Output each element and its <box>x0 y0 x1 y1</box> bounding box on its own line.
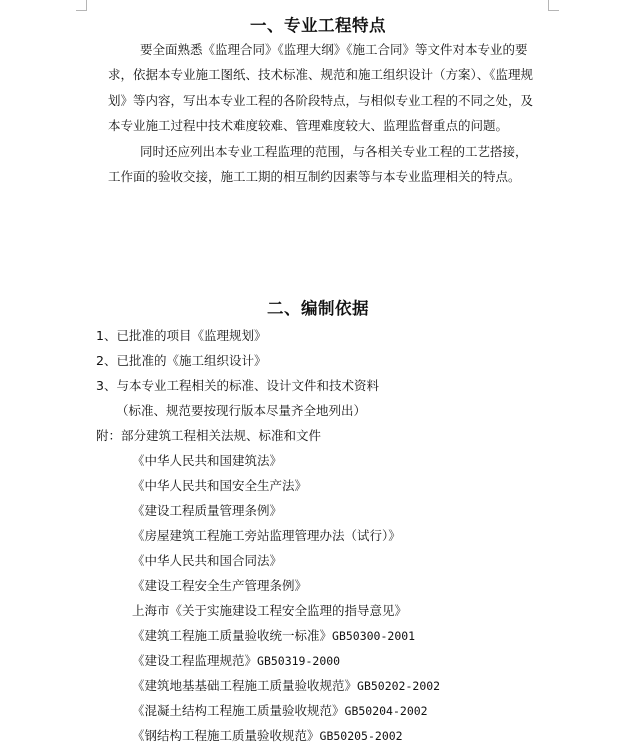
doc-item-11: 《混凝土结构工程施工质量验收规范》GB50204-2002 <box>132 703 428 718</box>
doc-item-4: 《房屋建筑工程施工旁站监理管理办法（试行）》 <box>132 528 401 543</box>
doc-item-8: 《建筑工程施工质量验收统一标准》GB50300-2001 <box>132 628 416 643</box>
doc-code-10: GB50202-2002 <box>357 679 441 693</box>
doc-code-8: GB50300-2001 <box>332 629 416 643</box>
doc-item-5: 《中华人民共和国合同法》 <box>132 553 283 568</box>
section1-para1-line1: 要全面熟悉《监理合同》《监理大纲》《施工合同》等文件对本专业的要 <box>140 42 528 57</box>
doc-item-3: 《建设工程质量管理条例》 <box>132 503 283 518</box>
basis-note: （标准、规范要按现行版本尽量齐全地列出） <box>116 403 367 418</box>
basis-item-2: 2、已批准的《施工组织设计》 <box>96 353 267 368</box>
section2-title: 二、编制依据 <box>267 299 369 318</box>
section1-para2-line1: 同时还应列出本专业工程监理的范围，与各相关专业工程的工艺搭接， <box>140 144 528 159</box>
doc-item-10: 《建筑地基基础工程施工质量验收规范》GB50202-2002 <box>132 678 441 693</box>
doc-item-9: 《建设工程监理规范》GB50319-2000 <box>132 653 341 668</box>
doc-code-11: GB50204-2002 <box>344 704 428 718</box>
doc-item-1: 《中华人民共和国建筑法》 <box>132 453 283 468</box>
page-corner-mark-left <box>76 0 87 11</box>
section1-para1-line4: 本专业施工过程中技术难度较难、管理难度较大、监理监督重点的问题。 <box>108 118 509 133</box>
doc-code-12: GB50205-2002 <box>319 729 403 743</box>
basis-item-3: 3、与本专业工程相关的标准、设计文件和技术资料 <box>96 378 379 393</box>
basis-item-1: 1、已批准的项目《监理规划》 <box>96 328 267 343</box>
doc-item-12: 《钢结构工程施工质量验收规范》GB50205-2002 <box>132 728 403 743</box>
section1-para1-line3: 划》等内容，写出本专业工程的各阶段特点，与相似专业工程的不同之处，及 <box>108 93 534 108</box>
doc-item-7: 上海市《关于实施建设工程安全监理的指导意见》 <box>132 603 408 618</box>
section1-title: 一、专业工程特点 <box>250 16 386 35</box>
appendix-label: 附：部分建筑工程相关法规、标准和文件 <box>96 428 322 443</box>
doc-item-6: 《建设工程安全生产管理条例》 <box>132 578 308 593</box>
doc-code-9: GB50319-2000 <box>257 654 341 668</box>
section1-para1-line2: 求，依据本专业施工图纸、技术标准、规范和施工组织设计（方案）、《监理规 <box>108 67 534 82</box>
page-corner-mark-right <box>548 0 559 11</box>
doc-item-2: 《中华人民共和国安全生产法》 <box>132 478 308 493</box>
section1-para2-line2: 工作面的验收交接，施工工期的相互制约因素等与本专业监理相关的特点。 <box>108 169 521 184</box>
